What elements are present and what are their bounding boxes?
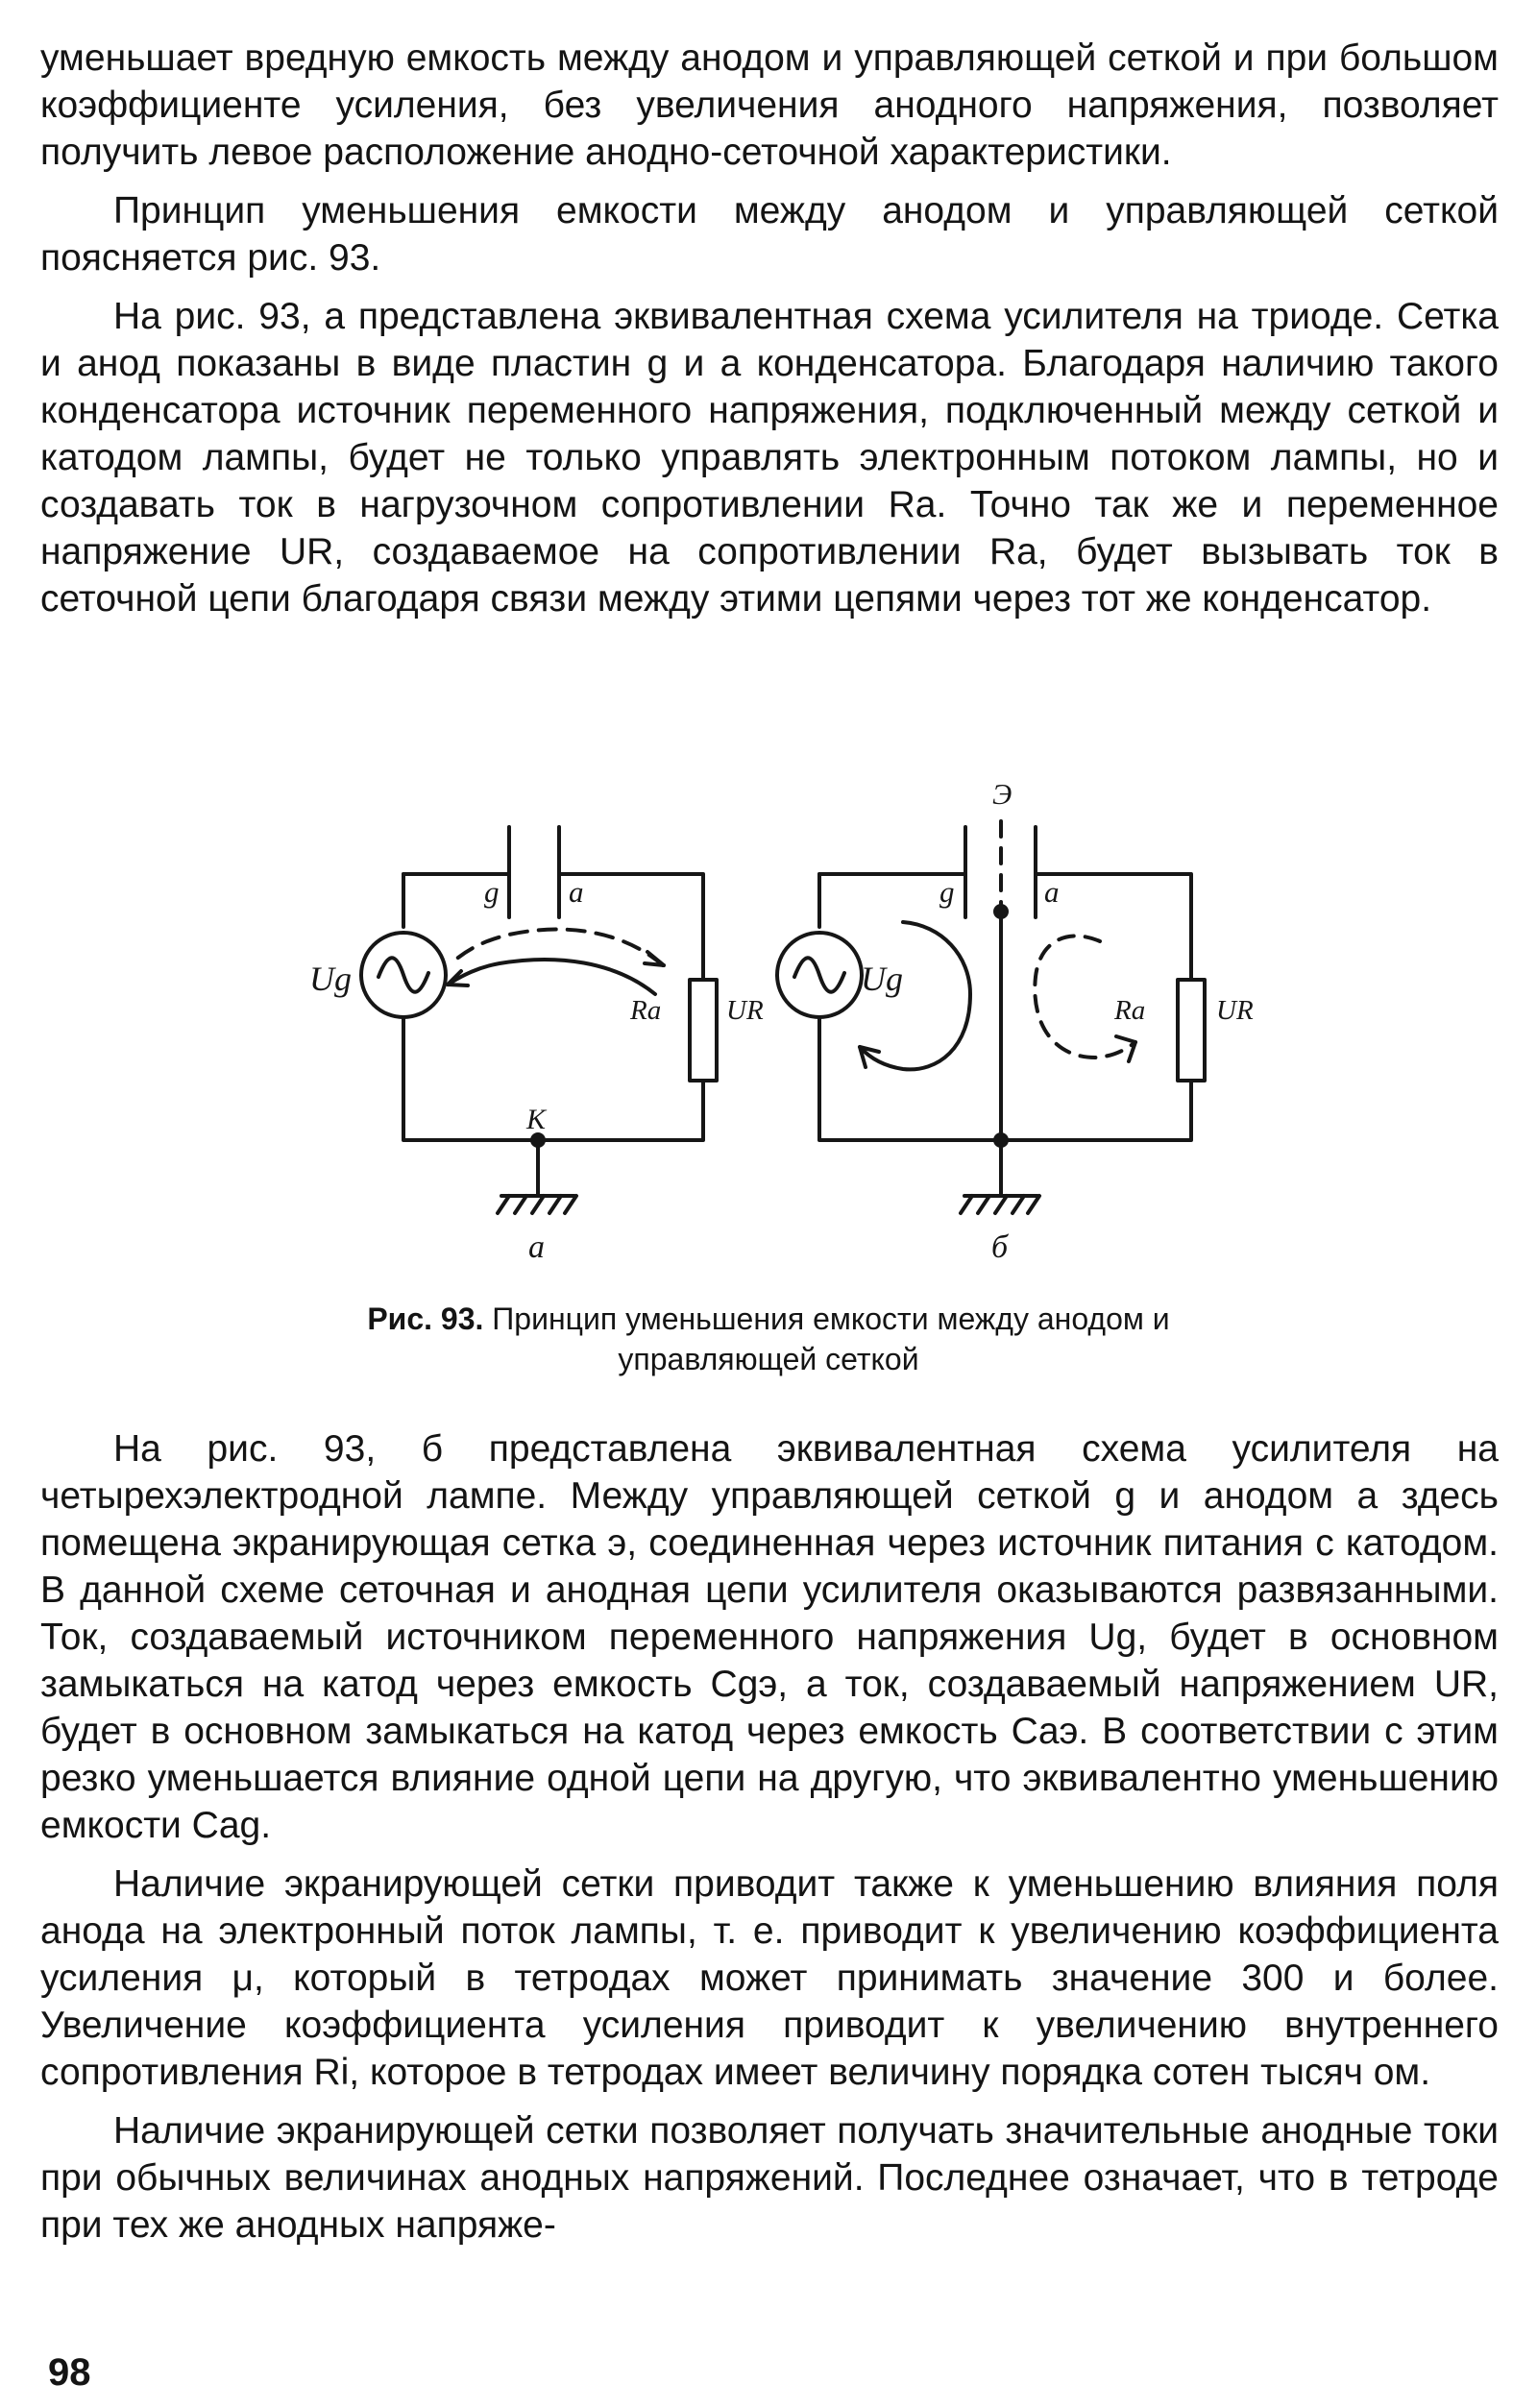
left-dashed-arrowhead	[645, 952, 664, 965]
right-cathode-node	[995, 1134, 1007, 1146]
left-label-g: g	[484, 875, 500, 909]
right-label-ug: Ug	[861, 960, 903, 998]
page-number: 98	[48, 2351, 91, 2394]
left-label-a: a	[569, 875, 584, 909]
paragraph-5: Наличие экранирующей сетки приводит также к уменьшению влияния поля анода на электронный поток лампы, т. е. приводит к увеличению коэффициента усиления μ, который в тетродах может принимать значение 300 и более. Увеличение коэффициента усиления приводит к увеличению внутреннего сопротивления Ri, которое в тетродах имеет величину порядка сотен тысяч ом.	[40, 1863, 1499, 2093]
right-label-e: Э	[992, 777, 1012, 811]
right-resistor-ra	[1178, 980, 1205, 1081]
right-label-ur: UR	[1216, 995, 1254, 1026]
left-label-ra: Ra	[630, 995, 662, 1026]
right-label-ra: Ra	[1114, 995, 1146, 1026]
figure-93-svg	[279, 773, 1254, 1273]
right-sine-wave	[794, 958, 844, 992]
right-label-g: g	[939, 875, 955, 909]
right-sublabel-b: б	[991, 1229, 1009, 1265]
paragraph-2: Принцип уменьшения емкости между анодом и управляющей сеткой поясняется рис. 93.	[40, 190, 1499, 279]
left-cathode-node	[532, 1134, 544, 1146]
left-label-ur: UR	[726, 995, 764, 1026]
left-ground-hatch	[498, 1196, 576, 1213]
figure-93	[279, 773, 1254, 1273]
left-label-ug: Ug	[309, 960, 352, 998]
right-dashed-arrowhead	[1116, 1036, 1135, 1061]
caption-prefix: Рис. 93.	[367, 1301, 484, 1336]
right-ground-hatch	[961, 1196, 1039, 1213]
top-text-block	[40, 35, 1499, 622]
left-solid-arc-lower	[448, 960, 655, 994]
paragraph-1: уменьшает вредную емкость между анодом и управляющей сеткой и при большом коэффициенте усиления, без увеличения анодного напряжения, позволяет получить левое расположение анодно-сеточной характеристики.	[40, 37, 1499, 173]
paragraph-3: На рис. 93, а представлена эквивалентная схема усилителя на триоде. Сетка и анод показаны в виде пластин g и a конденсатора. Благодаря наличию такого конденсатора источник переменного напряжения, подключенный между сеткой и катодом лампы, будет не только управлять электронным потоком лампы, но и создавать ток в нагрузочном сопротивлении Ra. Точно так же и переменное напряжение UR, создаваемое на сопротивлении Ra, будет вызывать ток в сеточной цепи благодаря связи между этими цепями через тот же конденсатор.	[40, 296, 1499, 620]
left-wire-bottom	[403, 1018, 703, 1140]
left-sublabel-a: а	[528, 1229, 545, 1265]
figure-caption	[317, 1299, 1220, 1379]
paragraph-4: На рис. 93, б представлена эквивалентная схема усилителя на четырехэлектродной лампе. Между управляющей сеткой g и анодом a здесь помещена экранирующая сетка э, соединенная через источник питания с катодом. В данной схеме сеточная и анодная цепи усилителя оказываются развязанными. Ток, создаваемый источником переменного напряжения Ug, будет в основном замыкаться на катод через емкость Cgэ, а ток, создаваемый напряжением UR, будет в основном замыкаться на катод через емкость Caэ. В соответствии с этим резко уменьшается влияние одной цепи на другую, что эквивалентно уменьшению емкости Cag.	[40, 1428, 1499, 1846]
right-label-a: a	[1044, 875, 1060, 909]
caption-text: Принцип уменьшения емкости между анодом и управляющей сеткой	[492, 1301, 1170, 1376]
left-label-k: K	[526, 1104, 547, 1135]
paragraph-6: Наличие экранирующей сетки позволяет получать значительные анодные токи при обычных величинах анодных напряжений. Последнее означает, что в тетроде при тех же анодных напряже-	[40, 2110, 1499, 2246]
bottom-text-block	[40, 1425, 1499, 2249]
left-resistor-ra	[690, 980, 717, 1081]
left-sine-wave	[378, 958, 428, 992]
right-wire-bottom	[819, 1018, 1191, 1140]
